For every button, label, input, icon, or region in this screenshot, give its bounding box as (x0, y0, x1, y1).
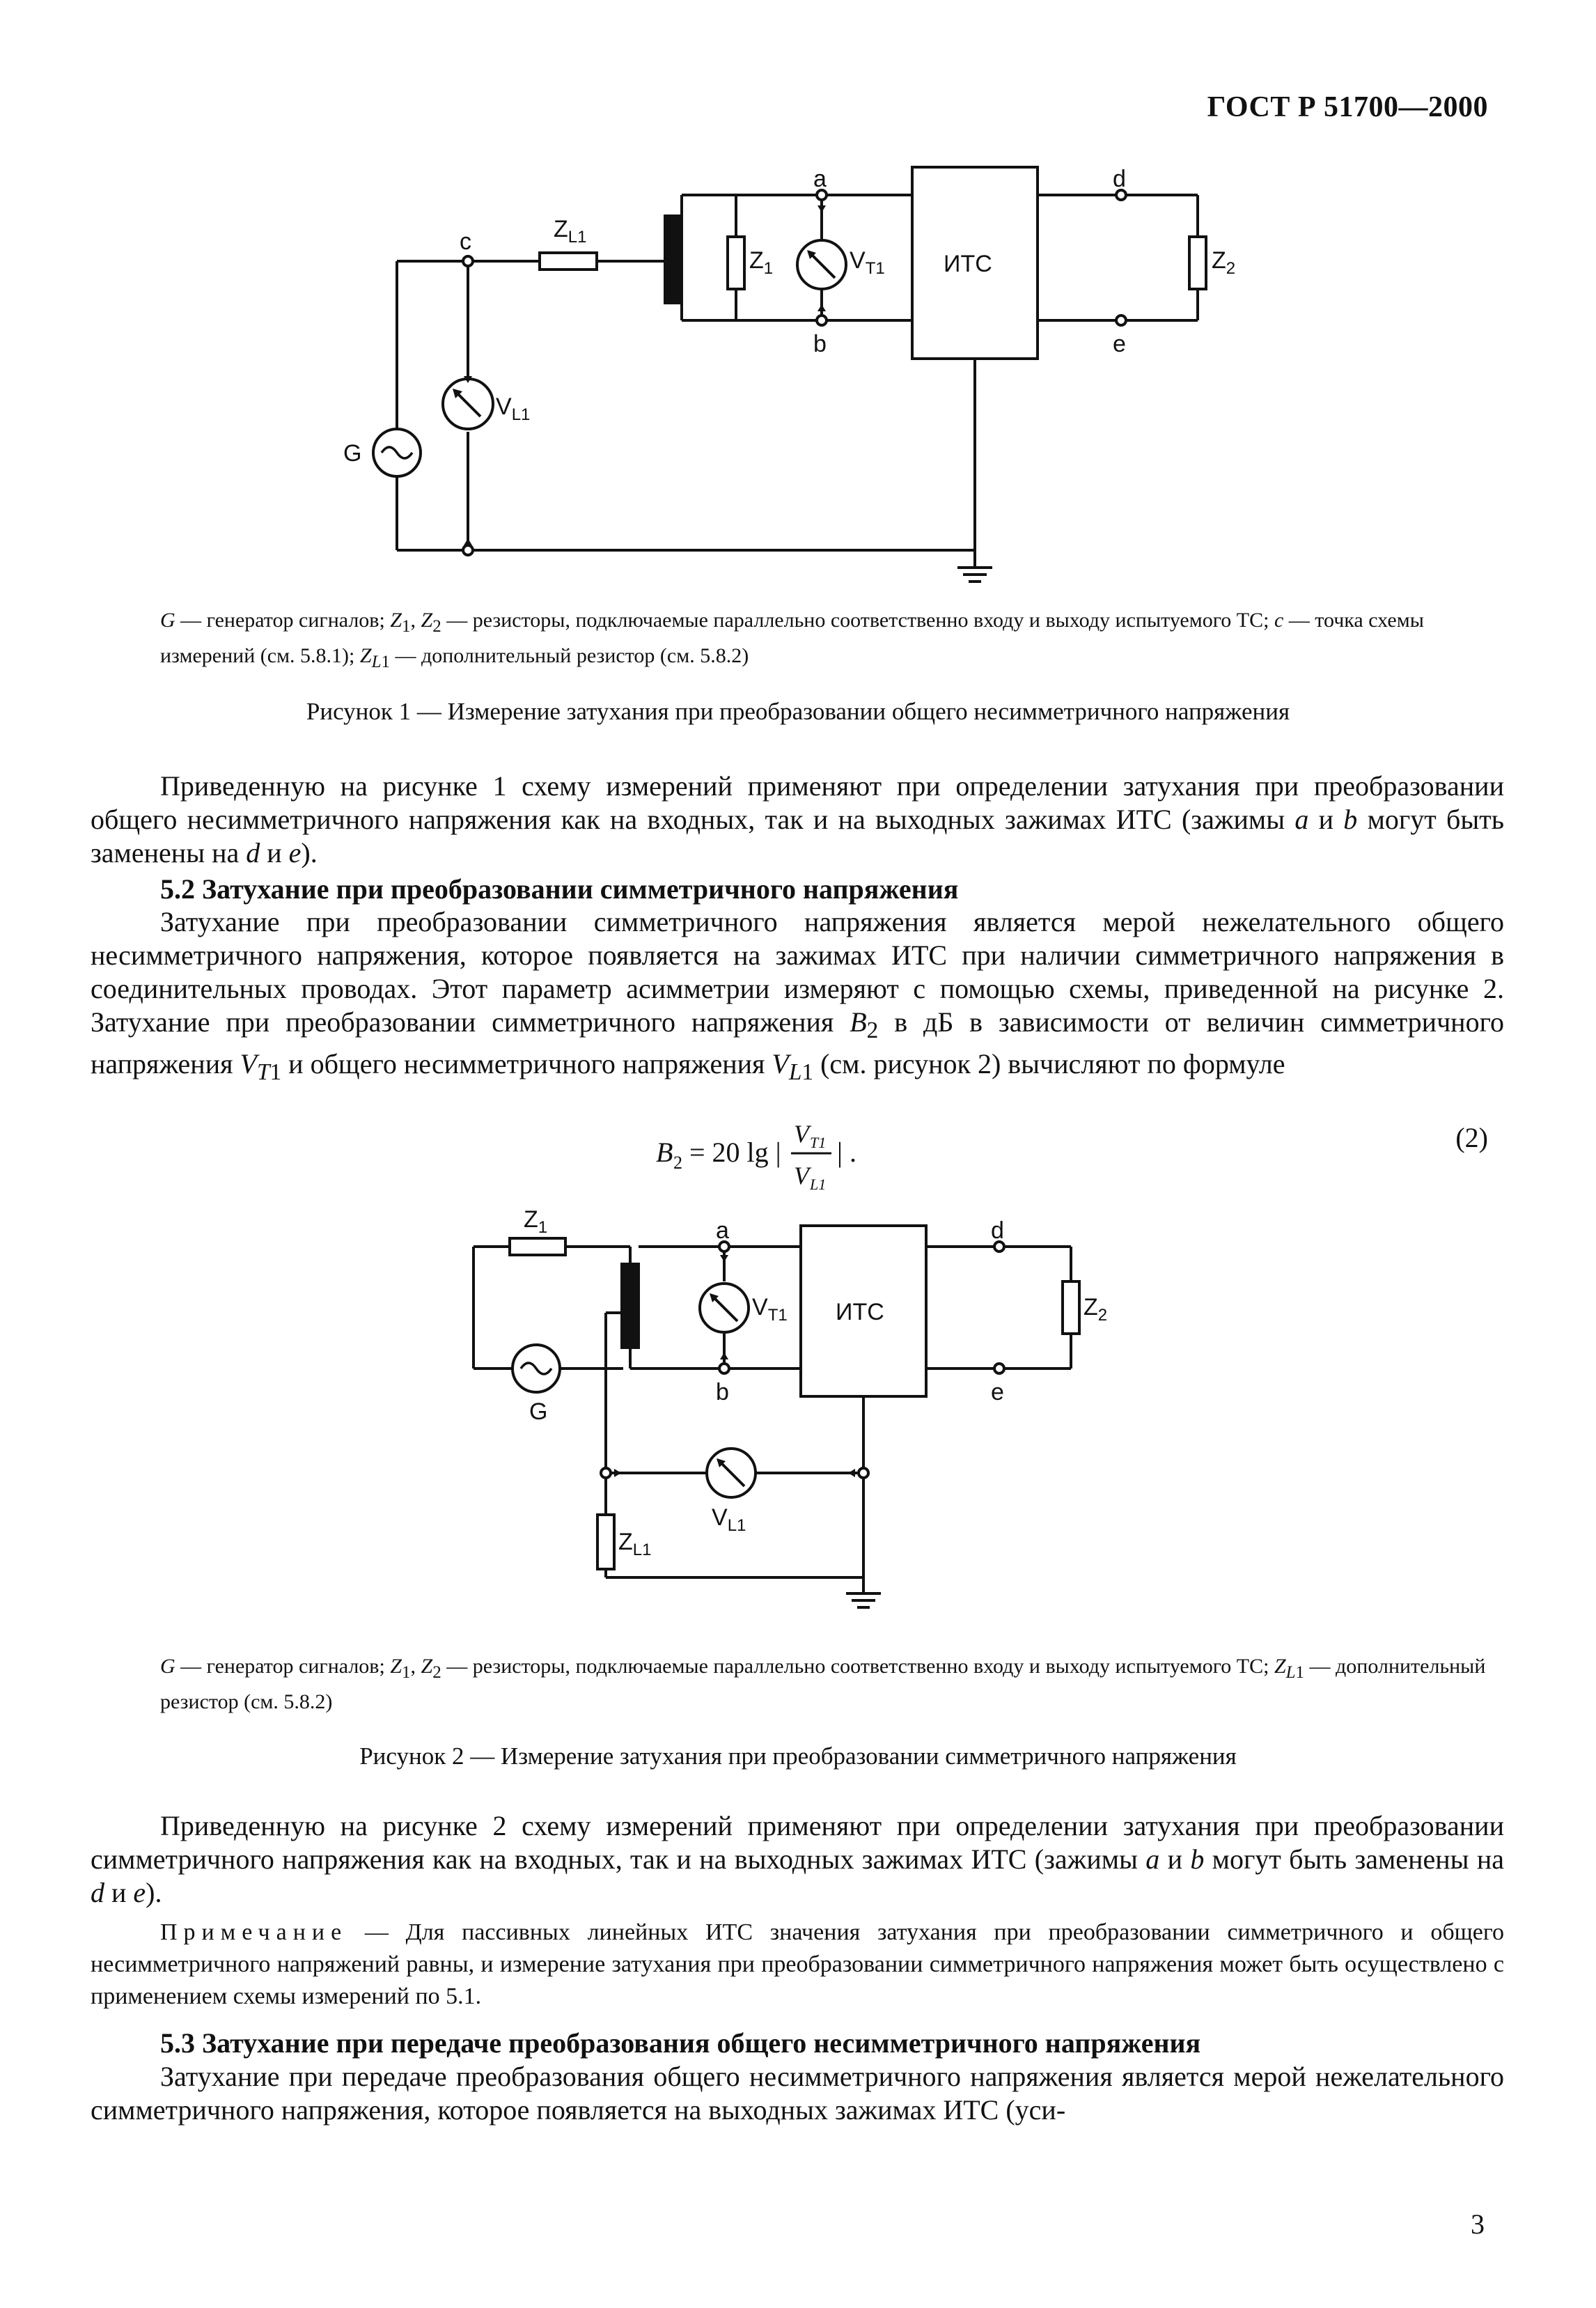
resistor-zl1-icon (597, 1515, 614, 1569)
ground-icon (957, 550, 992, 582)
ground-icon (846, 1577, 881, 1607)
svg-text:2: 2 (673, 1153, 682, 1173)
its-label: ИТС (836, 1299, 884, 1325)
figure-1-legend: G — генератор сигналов; $Z_1$, $Z_2$ — резисторы, подключаемые параллельно соответственно входу и выходу испытуемого ТС; c — точка схемы измерений (см. 5.8.1); $Z_{L1}$ — дополнительный резистор (см. 5.8.2) (160, 609, 1424, 671)
vl1-label: $V_{L1}$ (712, 1504, 746, 1535)
svg-text:| .: | . (837, 1137, 857, 1168)
vt1-label: $V_{T1}$ (752, 1294, 788, 1325)
z2-label: $Z_2$ (1212, 247, 1236, 278)
terminal-d-label: d (991, 1217, 1004, 1244)
generator-label: G (529, 1398, 548, 1425)
paragraph-4-text: Затухание при передаче преобразования общего несимметричного напряжения является мерой нежелательного симметричного напряжения, которое появляется на выходных зажимах ИТС (уси- (91, 2061, 1504, 2126)
figure-2-diagram (0, 1198, 1596, 1630)
svg-text:L1: L1 (810, 1176, 827, 1193)
terminal-c-label: c (460, 228, 471, 255)
its-label: ИТС (944, 251, 992, 277)
z2-label: $Z_2$ (1083, 1294, 1108, 1325)
generator-label: G (343, 440, 362, 467)
zl1-label: $Z_{L1}$ (618, 1529, 652, 1559)
note-label: Примечание (160, 1919, 348, 1945)
vl1-label: $V_{L1}$ (496, 393, 531, 424)
voltmeter-vt1-icon (797, 240, 846, 289)
figure-1-diagram (0, 0, 1596, 592)
generator-icon (513, 1345, 560, 1392)
generator-icon (373, 429, 421, 476)
page-number: 3 (1471, 2208, 1485, 2240)
terminal-b-label: b (813, 331, 827, 357)
figure-2-legend: G — генератор сигналов; $Z_1$, $Z_2$ — резисторы, подключаемые параллельно соответственно входу и выходу испытуемого ТС; $Z_{L1}$ — дополнительный резистор (см. 5.8.2) (160, 1655, 1486, 1713)
paragraph-2: Затухание при преобразовании симметричного напряжения является мерой нежелательного общего несимметричного напряжения, которое появляется на зажимах ИТС при наличии симметричного напряжения в соединительных проводах. Этот параметр асимметрии измеряют с помощью схемы, приведенной на рисунке 2. Затухание при преобразовании симметричного напряжения $B_2$ в дБ в зависимости от величин симметричного напряжения $V_{T1}$ и общего несимметричного напряжения $V_{L1}$ (см. рисунок 2) вычисляют по формуле (91, 906, 1504, 1085)
svg-text:V: V (794, 1120, 809, 1148)
terminal-e-label: e (1113, 331, 1126, 357)
terminal-e-label: e (991, 1379, 1004, 1405)
voltmeter-vl1-icon (443, 379, 493, 429)
transformer-icon (622, 1264, 639, 1348)
formula-number: (2) (1455, 1122, 1488, 1153)
resistor-z1-icon (510, 1238, 565, 1255)
document-header: ГОСТ Р 51700—2000 (1207, 91, 1488, 123)
svg-text:B: B (656, 1137, 673, 1168)
svg-text:T1: T1 (810, 1134, 827, 1151)
formula-b2 (655, 1107, 919, 1205)
terminal-a-label: a (813, 166, 827, 192)
note-text: — Для пассивных линейных ИТС значения затухания при преобразовании симметричного и общего несимметричного напряжений равны, и измерение затухания при преобразовании симметричного напряжения может быть осуществлено с применением схемы измерений по 5.1. (91, 1919, 1504, 2009)
z1-label: $Z_1$ (524, 1206, 548, 1237)
svg-text:V: V (794, 1162, 809, 1190)
transformer-icon (665, 216, 682, 303)
voltmeter-vl1-icon (707, 1449, 756, 1497)
vt1-label: $V_{T1}$ (850, 247, 885, 278)
voltmeter-vt1-icon (700, 1284, 749, 1332)
paragraph-1: Приведенную на рисунке 1 схему измерений применяют при определении затухания при преобразовании общего несимметричного напряжения как на входных, так и на выходных зажимах ИТС (зажимы a и b могут быть заменены на d и e). (91, 770, 1504, 868)
terminal-a-label: a (716, 1217, 729, 1244)
resistor-zl1-icon (540, 253, 597, 270)
resistor-z2-icon (1063, 1281, 1079, 1334)
terminal-d-label: d (1113, 166, 1126, 192)
section-5-2-title: 5.2 Затухание при преобразовании симметричного напряжения (160, 873, 959, 905)
zl1-label: $Z_{L1}$ (554, 216, 587, 247)
note-block (91, 1917, 1504, 2013)
svg-text:= 20 lg |: = 20 lg | (689, 1137, 781, 1168)
figure-1-caption: Рисунок 1 — Измерение затухания при преобразовании общего несимметричного напряжения (306, 698, 1290, 725)
z1-label: $Z_1$ (749, 247, 774, 278)
paragraph-4 (91, 2060, 1504, 2127)
resistor-z2-icon (1189, 237, 1206, 289)
terminal-b-label: b (716, 1379, 729, 1405)
resistor-z1-icon (728, 237, 744, 289)
paragraph-3: Приведенную на рисунке 2 схему измерений применяют при определении затухания при преобразовании симметричного напряжения как на входных, так и на выходных зажимах ИТС (зажимы a и b могут быть заменены на d и e). (91, 1810, 1504, 1908)
figure-2-caption: Рисунок 2 — Измерение затухания при преобразовании симметричного напряжения (359, 1742, 1237, 1770)
section-5-3-title: 5.3 Затухание при передаче преобразования общего несимметричного напряжения (160, 2027, 1201, 2059)
